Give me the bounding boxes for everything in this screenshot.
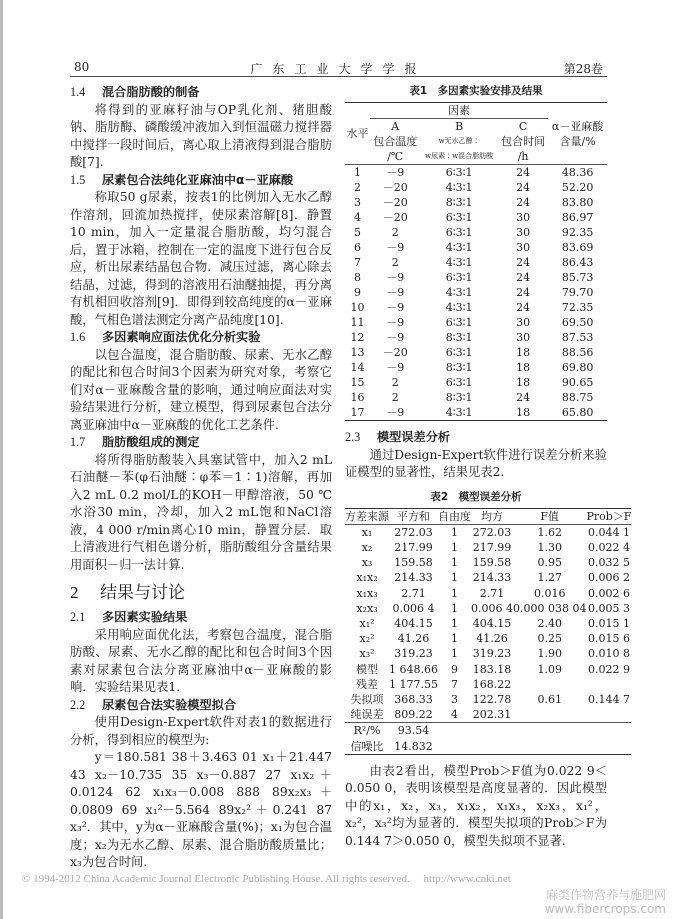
table-cell: 48.36	[561, 166, 594, 179]
table-cell: 9	[450, 662, 458, 676]
table-cell: 1	[450, 616, 458, 630]
table-cell: 217.99	[472, 540, 512, 554]
table-row	[345, 739, 631, 755]
paragraph: 将所得脂肪酸装入具塞试管中，加入2 mL石油醚－苯(φ石油醚∶φ苯＝1∶1)溶解，再加入2 mL 0.2 mol/L的KOH－甲醇溶液，50 ℃水浴30 min，冷却，加入2 mL饱和NaCl溶液，4 000 r/min离心10 min，静置分层．取上清液进行气相色谱分析，脂肪酸组分含量结果用面积－归一法计算.	[70, 452, 332, 572]
table-cell: 30	[516, 331, 531, 344]
table1	[345, 102, 607, 421]
table-cell: 6∶3∶1	[445, 211, 473, 224]
table-cell: 5	[354, 226, 362, 239]
table-cell: －9	[386, 271, 405, 284]
table-cell: 217.99	[394, 540, 433, 554]
table-cell: 183.18	[472, 662, 512, 676]
table-cell: 83.80	[561, 196, 594, 209]
table-cell: 7	[450, 677, 458, 691]
table-cell: －20	[382, 196, 408, 209]
table-row	[345, 662, 631, 677]
table-cell: 6	[354, 241, 362, 254]
table-row	[345, 707, 631, 723]
table-cell	[586, 677, 631, 692]
table-cell: 0.015 6	[587, 632, 630, 646]
table2-title: 表2 模型误差分析	[430, 490, 522, 503]
table-cell: 159.58	[472, 556, 512, 570]
table-cell: －9	[386, 361, 405, 374]
th-a-label: 包合温度	[373, 135, 418, 148]
table-row	[345, 195, 607, 210]
table-row	[345, 345, 607, 360]
table-cell: －9	[386, 241, 405, 254]
table-cell: x₃²	[359, 647, 375, 661]
table-cell: x₂²	[359, 632, 375, 646]
table-row	[345, 631, 631, 646]
th-content-label: α－亚麻酸	[551, 119, 604, 133]
table-cell: 0.032 5	[587, 556, 630, 570]
table-cell: 30	[516, 211, 531, 224]
table-row	[345, 570, 631, 585]
table-cell: 0.022 9	[587, 662, 630, 676]
model-equation: y＝180.581 38＋3.463 01 x₁＋21.447 43 x₂－10.735 35 x₃－0.887 27 x₁x₂＋0.0124 62 x₁x₃－0.008 888 89x₂x₃＋0.0809 69 x₁²－5.564 89x₂²＋0.241 87 x₃²．其中，y为α－亚麻酸含量(%)；x₁为包合温度；x₂为无水乙醇、尿素、混合脂肪酸质量比；x₃为包合时间.	[70, 750, 332, 869]
paragraph: 以包合温度，混合脂肪酸、尿素、无水乙醇的配比和包合时间3个因素为研究对象，考察它们对α－亚麻酸含量的影响，通过响应面法对实验结果进行分析，建立模型，得到尿素包合法分离亚麻油中α－亚麻酸的优化工艺条件.	[70, 347, 332, 432]
table-row	[345, 405, 607, 421]
table-cell: 1 648.66	[389, 662, 438, 676]
paragraph: 采用响应面优化法，考察包合温度，混合脂肪酸、尿素、无水乙醇的配比和包合时间3个因素对尿素包合法分离亚麻油中α－亚麻酸的影响．实验结果见表1.	[70, 627, 332, 694]
table-cell: 0.015 1	[587, 616, 630, 630]
table-cell: 93.54	[397, 724, 430, 738]
table-cell: 24	[516, 181, 531, 194]
chapter-heading: 2 结果与讨论	[70, 583, 185, 603]
table-cell: 6∶3∶1	[445, 346, 473, 359]
table-cell: 4∶3∶1	[445, 301, 473, 314]
table-cell: 2.40	[537, 616, 562, 630]
table-cell: 0.022 4	[587, 540, 630, 554]
page-edge	[0, 0, 3, 919]
section-heading: 1.4 混合脂肪酸的制备	[70, 85, 200, 99]
table-cell: 4∶3∶1	[445, 406, 473, 419]
table-cell: 8∶3∶1	[445, 391, 473, 404]
table-header-cell: 平方和	[396, 509, 430, 523]
table-cell: 模型	[356, 662, 378, 676]
table-cell: 24	[516, 271, 531, 284]
table-cell: 8∶3∶1	[445, 331, 473, 344]
watermark	[545, 888, 666, 916]
table-cell: 10	[350, 301, 365, 314]
table-cell: 214.33	[394, 571, 433, 585]
table-cell: 88.75	[561, 391, 594, 404]
table-cell: 0.016	[533, 586, 566, 600]
table-cell: 14	[350, 361, 365, 374]
table-cell: 1	[450, 540, 458, 554]
table-cell: 8∶3∶1	[445, 196, 473, 209]
table-cell	[513, 677, 586, 692]
table-cell: 1.27	[537, 571, 562, 585]
table-cell: 8∶3∶1	[445, 361, 473, 374]
table-row	[345, 723, 631, 739]
table-cell: x₁²	[359, 616, 375, 630]
paragraph: 将得到的亚麻籽油与OP乳化剂、猪胆酸钠、脂肪酶、磷酸缓冲液加入到恒温磁力搅拌器中搅拌一段时间后，离心取上清液得到混合脂肪酸[7].	[70, 102, 332, 169]
th-factor: 因素	[370, 103, 548, 119]
table-cell: 809.22	[394, 708, 433, 722]
table-cell: 30	[516, 241, 531, 254]
th-b: B	[455, 120, 464, 133]
table-cell: 6∶3∶1	[445, 166, 473, 179]
table-row	[345, 692, 631, 707]
table-cell: 4	[450, 708, 458, 722]
empty-cell	[471, 739, 513, 755]
table-cell: 404.15	[472, 616, 512, 630]
table-cell: 24	[516, 286, 531, 299]
table-cell: 0.61	[537, 692, 562, 706]
table-cell: 79.70	[561, 286, 594, 299]
right-column	[345, 84, 632, 850]
section-heading: 2.2 尿素包合法实验模型拟合	[70, 697, 237, 712]
table-cell: 0.144 7	[587, 692, 630, 706]
table-cell: 87.53	[561, 331, 594, 344]
table-cell: －9	[386, 331, 405, 344]
table-cell: R²/%	[353, 724, 381, 738]
table-cell: 168.22	[472, 677, 512, 691]
th-level: 水平	[346, 127, 369, 140]
table-cell: 2	[391, 376, 399, 389]
table-cell: x₂	[361, 540, 373, 554]
table-cell: 1	[450, 601, 458, 615]
table-cell: 0.006 4	[470, 601, 513, 615]
table-cell: 30	[516, 226, 531, 239]
table-cell: 272.03	[394, 525, 433, 539]
table-cell: 18	[516, 406, 531, 419]
table-row	[345, 540, 631, 555]
empty-cell	[471, 723, 513, 739]
table-cell: 85.73	[561, 271, 594, 284]
table-cell: 159.58	[394, 556, 433, 570]
table-cell: 368.33	[394, 692, 433, 706]
table-header-cell: 自由度	[437, 509, 471, 523]
section-heading: 1.7 脂肪酸组成的测定	[70, 435, 200, 449]
watermark-name: 麻类作物营养与施肥网	[545, 888, 666, 902]
table-cell: 30	[516, 316, 531, 329]
paragraph: 称取50 g尿素，按表1的比例加入无水乙醇作溶剂，回流加热搅拌，使尿素溶解[8]．静置10 min，加入一定量混合脂肪酸，均匀混合后，置于冰箱，控制在一定的温度下进行包合反应，析出尿素结晶包合物．减压过滤，离心除去结晶，过滤，得到的溶液用石油醚抽提，再分离有机相回收溶剂[9]．即得到较高纯度的α－亚麻酸，气相色谱法测定分离产品纯度[10].	[70, 190, 332, 327]
table-cell: 52.20	[561, 181, 594, 194]
table-cell: x₃	[361, 556, 373, 570]
table-cell	[586, 707, 631, 723]
table-cell: 3	[450, 692, 458, 706]
table-cell: 41.26	[397, 632, 430, 646]
table-cell: 6∶3∶1	[445, 316, 473, 329]
table-row	[345, 375, 607, 390]
table-cell: 1	[450, 571, 458, 585]
table-cell: 214.33	[472, 571, 512, 585]
copyright-footer: © 1994-2012 China Academic Journal Electronic Publishing House. All rights reserved. http://www.cnki.net	[22, 873, 511, 885]
table-cell: 69.80	[561, 361, 594, 374]
table-row	[345, 601, 631, 616]
table-cell: 2.71	[401, 586, 426, 600]
table-row	[345, 210, 607, 225]
table-cell: 0.25	[537, 632, 562, 646]
table-header-cell: 方差来源	[345, 509, 389, 523]
table-cell: 92.35	[561, 226, 594, 239]
th-content-unit: 含量/%	[559, 134, 596, 148]
table-cell: 83.69	[561, 241, 594, 254]
table-cell: 2.71	[479, 586, 505, 600]
table-cell: 1.62	[537, 525, 562, 539]
table-cell: x₂x₃	[356, 601, 378, 615]
table-cell: －20	[382, 181, 408, 194]
table-cell: 9	[354, 286, 362, 299]
table-cell: －20	[382, 211, 408, 224]
table-cell: 15	[350, 376, 365, 389]
running-header	[70, 60, 607, 77]
table-cell: 13	[350, 346, 365, 359]
page-number: 80	[74, 60, 90, 74]
journal-name: 广东工业大学学报	[250, 62, 427, 76]
th-c-unit: /h	[517, 150, 529, 163]
table-cell: 1	[450, 556, 458, 570]
table-row	[345, 390, 607, 405]
table-cell: 88.56	[561, 346, 594, 359]
table-row	[345, 315, 607, 330]
table-cell: 0.044 1	[587, 525, 630, 539]
table-row	[345, 255, 607, 270]
table-row	[345, 330, 607, 345]
table-cell: 24	[516, 196, 531, 209]
table-cell: 6∶3∶1	[445, 226, 473, 239]
table-cell: 86.97	[561, 211, 594, 224]
th-a-unit: /℃	[387, 150, 404, 163]
table-cell: 18	[516, 361, 531, 374]
table-cell	[513, 707, 586, 723]
volume: 第28卷	[563, 62, 603, 76]
table-header-row	[345, 508, 631, 524]
section-heading: 1.5 尿素包合法纯化亚麻油中α－亚麻酸	[70, 172, 294, 187]
table-row	[345, 285, 607, 300]
table-cell: x₁	[361, 525, 373, 539]
table-cell: 24	[516, 166, 531, 179]
section-heading: 1.6 多因素响应面法优化分析实验	[70, 330, 261, 344]
table-cell: 1	[450, 647, 458, 661]
table-cell: 72.35	[561, 301, 594, 314]
table-cell: x₁x₃	[356, 586, 378, 600]
empty-cell	[513, 723, 586, 739]
table-row	[345, 180, 607, 195]
table-row	[345, 555, 631, 570]
paragraph: 通过Design-Expert软件进行误差分析来验证模型的显著性，结果见表2.	[345, 447, 607, 479]
table-cell: 12	[350, 331, 365, 344]
table-cell: 18	[516, 376, 531, 389]
table-cell: 残差	[356, 677, 378, 691]
th-c-label: 包合时间	[501, 135, 546, 148]
empty-cell	[586, 739, 631, 755]
table-cell: 2	[391, 226, 399, 239]
table-cell: 4∶3∶1	[445, 181, 473, 194]
table1-title: 表1 多因素实验安排及结果	[409, 85, 543, 97]
table-cell: －20	[382, 346, 408, 359]
watermark-url: www.fibercrops.com	[544, 902, 666, 916]
table-cell: 8	[354, 271, 362, 284]
table-row	[345, 524, 631, 540]
table-cell: 69.50	[561, 316, 594, 329]
table-cell: 11	[350, 316, 365, 329]
table-cell: 6∶3∶1	[445, 376, 473, 389]
empty-cell	[438, 739, 471, 755]
table-cell: 86.43	[561, 256, 594, 269]
table-cell: 1.09	[537, 662, 562, 676]
table-header-cell: Prob＞F	[586, 509, 632, 523]
empty-cell	[438, 723, 471, 739]
table-header-cell: F值	[540, 509, 560, 523]
table-cell: 4∶3∶1	[445, 241, 473, 254]
table-cell: 4	[354, 211, 362, 224]
table-cell: 14.832	[394, 739, 433, 753]
table-row	[345, 646, 631, 661]
table-cell: 18	[516, 346, 531, 359]
table-row	[345, 225, 607, 240]
table-cell: 65.80	[561, 406, 594, 419]
table-cell: x₁x₂	[356, 571, 378, 585]
table-row	[345, 360, 607, 375]
table-row	[345, 616, 631, 631]
th-content	[548, 103, 607, 165]
table-cell: 0.000 038 04	[512, 601, 587, 615]
table-cell: 2	[354, 181, 362, 194]
table-cell: 4∶3∶1	[445, 286, 473, 299]
table-cell: －9	[386, 286, 405, 299]
table-row	[345, 165, 607, 181]
table-cell: 319.23	[394, 647, 433, 661]
paragraph: 由表2看出，模型Prob＞F值为0.022 9＜0.050 0，表明该模型是高度显著的．因此模型中的x₁，x₂，x₃，x₁x₂，x₁x₃，x₂x₃，x₁²，x₂²，x₃²均为显著的．模型失拟项的Prob＞F为0.144 7＞0.050 0，模型失拟项不显著.	[345, 763, 607, 848]
table-cell: 202.31	[472, 708, 512, 722]
table-cell: 41.26	[476, 632, 508, 646]
table-row	[345, 300, 607, 315]
table-cell: 6∶3∶1	[445, 271, 473, 284]
section-heading: 2.3 模型误差分析	[345, 430, 451, 444]
section-heading: 2.1 多因素实验结果	[70, 610, 188, 624]
table-cell: 0.006 2	[587, 571, 630, 585]
table-cell: 1	[450, 586, 458, 600]
th-a: A	[391, 120, 400, 133]
table-row	[345, 677, 631, 692]
table-cell: 4∶3∶1	[445, 256, 473, 269]
table-cell: 16	[350, 391, 365, 404]
table-cell: 272.03	[472, 525, 512, 539]
left-column	[70, 84, 332, 872]
table-cell: 2	[391, 391, 399, 404]
table-cell: 7	[354, 256, 362, 269]
table2	[345, 508, 631, 755]
th-b-label: w无水乙醇∶	[438, 137, 480, 145]
table-cell: 90.65	[561, 376, 594, 389]
table-cell: 1.30	[537, 540, 562, 554]
paragraph: 使用Design-Expert软件对表1的数据进行分析，得到相应的模型为:	[70, 715, 332, 747]
table-cell: 404.15	[394, 616, 433, 630]
table-cell: 2	[391, 256, 399, 269]
th-c: C	[518, 120, 528, 133]
table-cell: 1 177.55	[389, 677, 438, 691]
empty-cell	[513, 739, 586, 755]
table-cell: 1	[450, 632, 458, 646]
table-cell: 0.005 3	[587, 601, 630, 615]
table-cell: 1	[354, 166, 362, 179]
table-cell: 0.010 8	[587, 647, 630, 661]
table-cell: －9	[386, 166, 405, 179]
table-cell: －9	[386, 406, 405, 419]
table-row	[345, 270, 607, 285]
empty-cell	[586, 723, 631, 739]
table-cell: 1.90	[537, 647, 562, 661]
table-cell: 17	[350, 406, 365, 419]
table-cell: 24	[516, 301, 531, 314]
table-cell: 122.78	[472, 692, 512, 706]
table-row	[345, 586, 631, 601]
table-cell: 0.006 4	[392, 601, 435, 615]
table-cell: 3	[354, 196, 362, 209]
table-cell: 24	[516, 256, 531, 269]
table-cell: －9	[386, 316, 405, 329]
table-cell: 0.95	[537, 556, 562, 570]
table-cell: 失拟项	[350, 692, 384, 706]
table-header-cell: 均方	[480, 509, 503, 523]
table-cell: 信噪比	[350, 739, 384, 753]
table-cell: 24	[516, 391, 531, 404]
table-cell: 纯误差	[350, 708, 384, 722]
table-row	[345, 240, 607, 255]
th-b-unit: w尿素∶w混合脂肪酸	[425, 152, 494, 160]
table-cell: 0.002 6	[587, 586, 630, 600]
table-cell: －9	[386, 301, 405, 314]
table-cell: 1	[450, 525, 458, 539]
table-cell: 319.23	[472, 647, 512, 661]
